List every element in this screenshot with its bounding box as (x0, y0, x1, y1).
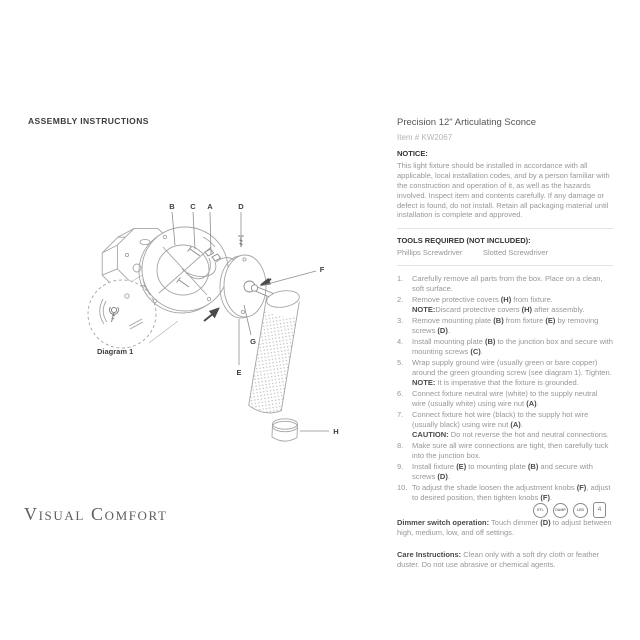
step-text: Install fixture (E) to mounting plate (B) and secure with screws (D). (412, 461, 593, 481)
certification-marks (533, 502, 606, 518)
diagram-label-d: D (238, 202, 244, 211)
backplate (220, 255, 266, 318)
tools-list (397, 248, 613, 257)
diagram-label-c: C (190, 202, 196, 211)
step-number: 8. (397, 440, 404, 450)
damp-rated-icon: DAMP (553, 503, 568, 518)
step-text: Remove protective covers (H) from fixture. NOTE:Discard protective covers (H) after assembly. (412, 295, 585, 315)
step-text: Install mounting plate (B) to the junction box and secure with mounting screws (C). (412, 337, 613, 357)
protective-cover (272, 419, 298, 441)
step-number: 2. (397, 295, 404, 305)
step-text: Remove mounting plate (B) from fixture (E) by removing screws (D). (412, 316, 599, 336)
step-number: 4. (397, 337, 404, 347)
step-text: To adjust the shade loosen the adjustment knobs (F), adjust to desired position, then tighten knobs (F). (412, 482, 611, 502)
step-text: Carefully remove all parts from the box. Place on a clean, soft surface. (412, 274, 603, 294)
step-item (397, 337, 613, 357)
step-number: 9. (397, 461, 404, 471)
etl-mark-icon: ETL (533, 503, 548, 518)
divider (397, 265, 613, 266)
diagram-label-e: E (236, 368, 242, 377)
product-title: Precision 12" Articulating Sconce (397, 117, 537, 128)
diagram-label-b: B (169, 202, 175, 211)
page-title: ASSEMBLY INSTRUCTIONS (28, 116, 149, 126)
step-item (397, 462, 613, 482)
step-text: Connect fixture neutral wire (white) to the supply neutral wire (usually white) using wire nut (A). (412, 389, 598, 408)
step-item (397, 316, 613, 336)
step-number: 1. (397, 274, 404, 284)
tool-item: Phillips Screwdriver (397, 248, 463, 258)
notice-text: This light fixture should be installed in accordance with all applicable, local installation codes, and by a person familiar with the construction and operation of it, as well as the hazards involved. Inspect item and contents carefully. If any damage or defect is found, do not install. Retain all packaging material until installation is complete and approved. (397, 161, 610, 220)
grounding-detail-circle (88, 280, 156, 348)
step-item (397, 295, 613, 315)
diagram-caption: Diagram 1 (97, 347, 134, 356)
exploded-diagram-svg (83, 195, 353, 457)
tools-label: TOOLS REQUIRED (NOT INCLUDED): (397, 236, 531, 246)
step-item (397, 389, 613, 409)
diagram-label-f: F (319, 265, 325, 274)
step-item (397, 483, 613, 503)
diagram-label-a: A (207, 202, 213, 211)
step-number: 7. (397, 409, 404, 419)
notice-label: NOTICE: (397, 149, 428, 158)
step-number: 10. (397, 482, 408, 492)
step-number: 5. (397, 358, 404, 368)
step-item (397, 441, 613, 461)
step-text: Connect fixture hot wire (black) to the supply hot wire (usually black) using wire nut (A). CAUTION: Do not reverse the hot and neutral connections. (412, 409, 609, 439)
care-instructions: Care Instructions: Clean only with a soft dry cloth or feather duster. Do not use abrasive or chemical agents. (397, 549, 600, 569)
divider (397, 228, 613, 229)
page-badge: 4 (593, 502, 606, 518)
tool-item: Slotted Screwdriver (483, 248, 549, 258)
diagram-label-h: H (333, 427, 339, 436)
item-number: Item # KW2067 (397, 133, 453, 142)
diagram-label-g: G (250, 337, 256, 346)
step-number: 6. (397, 389, 404, 398)
exploded-diagram (83, 195, 353, 457)
dimmer-instructions: Dimmer switch operation: Touch dimmer (D) to adjust between high, medium, low, and off settings. (397, 517, 612, 537)
step-item (397, 410, 613, 440)
step-text: Wrap supply ground wire (usually green or bare copper) around the green grounding screw (see diagram 1). Tighten. NOTE: It is imperative that the fixture is grounded. (412, 358, 612, 388)
step-item (397, 274, 613, 294)
step-text: Make sure all wire connections are tight, then carefully tuck into the junction box. (412, 440, 609, 460)
brand-logo: Visual Comfort (24, 504, 168, 524)
step-number: 3. (397, 316, 404, 326)
led-icon: LED (573, 503, 588, 518)
screw-d (238, 236, 243, 247)
step-item (397, 358, 613, 388)
steps-list (397, 274, 613, 502)
